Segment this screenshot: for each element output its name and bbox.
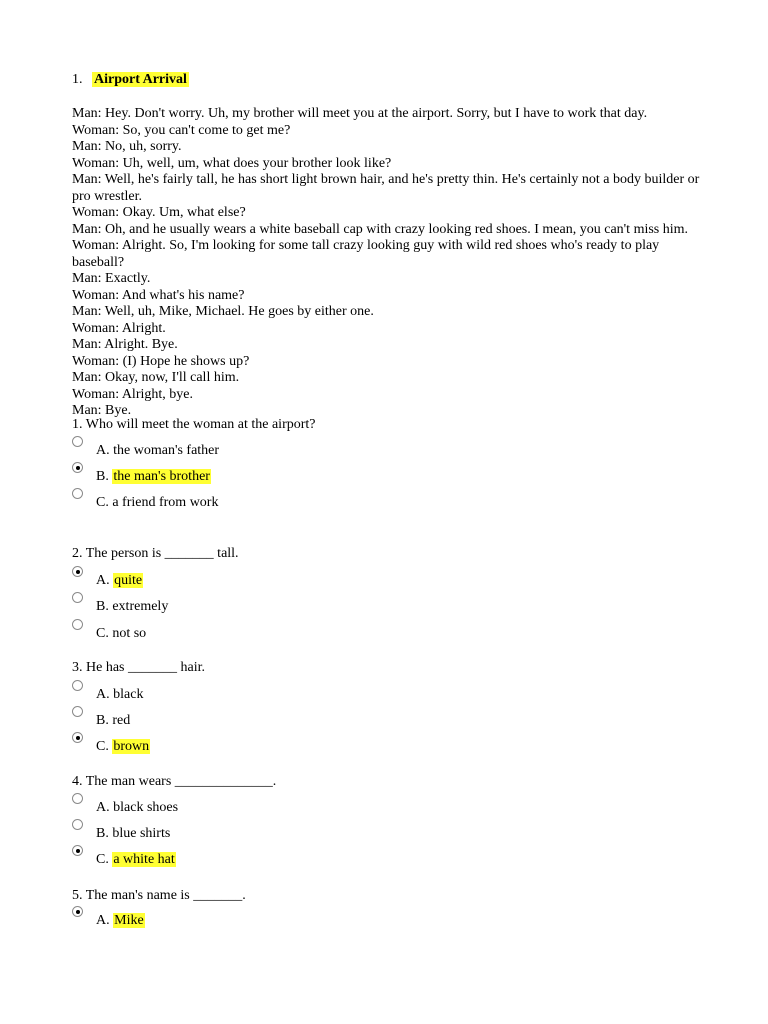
dialogue-line: Woman: Okay. Um, what else? [72,205,246,220]
dialogue-line: Man: Alright. Bye. [72,337,178,352]
radio-button[interactable] [72,793,83,804]
option-label: A. Mike [96,913,144,928]
option-answer: the woman's father [113,443,220,458]
option-answer: quite [114,573,143,588]
option-label: C. a white hat [96,852,175,867]
radio-button[interactable] [72,619,83,630]
dialogue-line: Man: Hey. Don't worry. Uh, my brother will meet you at the airport. Sorry, but I have to work that day. [72,106,648,121]
option-answer: Mike [114,913,144,928]
dialogue-line: Woman: So, you can't come to get me? [72,122,291,138]
dialogue-line: Woman: (I) Hope he shows up? [72,353,250,369]
option-label: B. blue shirts [96,826,171,841]
dialogue-line: Man: Exactly. [72,271,151,286]
option-label: A. the woman's father [96,443,220,458]
question-2: 2. The person is _______ tall. [72,546,239,561]
option-answer: black [113,687,144,702]
dialogue-transcript [72,106,712,420]
option-answer: extremely [112,599,169,614]
section-number: 1. [72,72,83,87]
radio-button[interactable] [72,845,83,856]
radio-button[interactable] [72,819,83,830]
question-4: 4. The man wears ______________. [72,774,277,789]
question-1: 1. Who will meet the woman at the airport? [72,417,316,432]
option-answer: a white hat [113,852,175,867]
option-label: A. black shoes [96,800,179,815]
radio-button[interactable] [72,680,83,691]
option-answer: blue shirts [112,826,171,841]
dialogue-line: Man: Oh, and he usually wears a white baseball cap with crazy looking red shoes. I mean, you can't miss him. [72,221,689,237]
dialogue-line: Woman: Alright, bye. [72,386,193,402]
dialogue-line: Man: Bye. [72,403,132,418]
option-answer: red [112,713,131,728]
option-label: B. extremely [96,599,169,614]
dialogue-line: Woman: Alright. So, I'm looking for some tall crazy looking guy with wild red shoes who's ready to play baseball? [72,238,660,270]
radio-button[interactable] [72,462,83,473]
option-label: A. black [96,687,144,702]
radio-button[interactable] [72,592,83,603]
dialogue-line: Woman: Alright. [72,320,166,336]
section-heading [72,72,189,88]
option-answer: black shoes [113,800,179,815]
option-label: A. quite [96,573,143,588]
radio-button[interactable] [72,488,83,499]
option-answer: not so [112,626,147,641]
question-3: 3. He has _______ hair. [72,660,205,675]
dialogue-line: Woman: Uh, well, um, what does your brother look like? [72,155,392,171]
option-answer: a friend from work [112,495,219,510]
option-label: B. red [96,713,131,728]
section-title: Airport Arrival [94,72,187,87]
radio-button[interactable] [72,436,83,447]
question-5: 5. The man's name is _______. [72,888,246,903]
option-answer: brown [113,739,150,754]
dialogue-line: Man: Well, he's fairly tall, he has short light brown hair, and he's pretty thin. He's certainly not a body builder or pro wrestler. [72,172,700,204]
option-label: C. brown [96,739,150,754]
dialogue-line: Man: Well, uh, Mike, Michael. He goes by either one. [72,304,374,319]
option-label: C. a friend from work [96,495,219,510]
option-label: B. the man's brother [96,469,210,484]
option-label: C. not so [96,626,147,641]
dialogue-line: Woman: And what's his name? [72,287,245,303]
dialogue-line: Man: No, uh, sorry. [72,139,182,154]
radio-button[interactable] [72,906,83,917]
dialogue-line: Man: Okay, now, I'll call him. [72,370,240,385]
option-answer: the man's brother [113,469,210,484]
radio-button[interactable] [72,732,83,743]
radio-button[interactable] [72,566,83,577]
radio-button[interactable] [72,706,83,717]
